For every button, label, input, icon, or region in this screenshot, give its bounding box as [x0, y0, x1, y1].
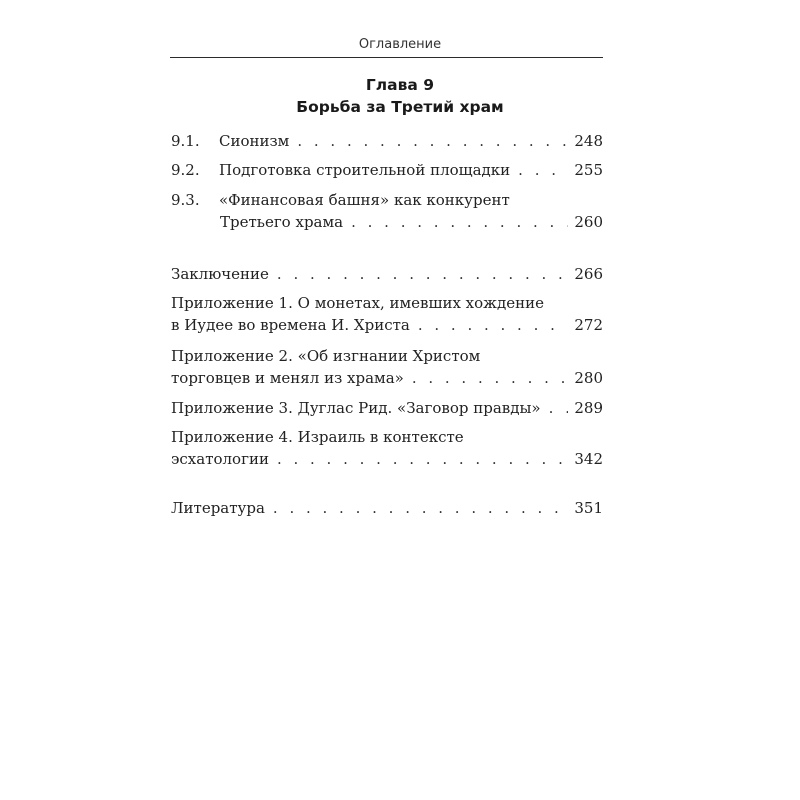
toc-entry-title-continued: Третьего храма [220, 213, 344, 231]
dot-leader [412, 367, 569, 389]
toc-page-number: 260 [574, 213, 603, 231]
dot-leader [418, 314, 569, 336]
dot-leader [351, 211, 568, 233]
chapter-label: Глава 9 [365, 76, 435, 94]
toc-entry-title: Приложение 2. «Об изгнании Христом [171, 347, 481, 365]
dot-leader [277, 263, 568, 285]
toc-entry-title-continued: эсхатологии [171, 450, 269, 468]
toc-entry-appendix-2[interactable] [171, 345, 603, 389]
toc-page-number: 248 [574, 132, 603, 150]
toc-entry-appendix-1[interactable] [171, 292, 603, 336]
toc-entry-conclusion[interactable] [171, 263, 603, 285]
toc-page-number: 255 [574, 161, 603, 179]
dot-leader [549, 397, 569, 419]
toc-entry-appendix-4[interactable] [171, 426, 603, 470]
dot-leader [277, 448, 568, 470]
toc-page-number: 289 [574, 399, 603, 417]
toc-entry-title-continued: торговцев и менял из храма» [171, 369, 404, 387]
toc-entry-title: Приложение 1. О монетах, имевших хождение [171, 294, 544, 312]
toc-entry-title: Литература [171, 499, 265, 517]
toc-page-number: 342 [574, 450, 603, 468]
toc-entry-9-3[interactable] [171, 189, 603, 233]
chapter-title: Борьба за Третий храм [296, 98, 504, 116]
toc-page-number: 351 [574, 499, 603, 517]
toc-page-number: 280 [574, 369, 603, 387]
toc-entry-number: 9.2. [171, 161, 200, 179]
dot-leader [518, 159, 568, 181]
toc-entry-number: 9.1. [171, 132, 200, 150]
toc-entry-title: 9.1. Сионизм [171, 132, 290, 150]
toc-entry-title: Приложение 4. Израиль в контексте [171, 428, 464, 446]
toc-entry-title: 9.3. «Финансовая башня» как конкурент [171, 191, 510, 209]
toc-entry-number: 9.3. [171, 191, 200, 209]
header-rule [170, 57, 603, 58]
toc-entry-title: Приложение 3. Дуглас Рид. «Заговор правды» [171, 399, 541, 417]
toc-entry-title: Заключение [171, 265, 269, 283]
toc-page-number: 266 [574, 265, 603, 283]
toc-entry-bibliography[interactable] [171, 497, 603, 519]
toc-entry-9-1[interactable] [171, 130, 603, 152]
toc-entry-title: 9.2. Подготовка строительной площадки [171, 161, 511, 179]
toc-entry-9-2[interactable] [171, 159, 603, 181]
toc-entry-appendix-3[interactable] [171, 397, 603, 419]
toc-page-number: 272 [574, 316, 603, 334]
toc-entry-title-continued: в Иудее во времена И. Христа [171, 316, 410, 334]
dot-leader [273, 497, 568, 519]
running-head: Оглавление [358, 37, 442, 52]
dot-leader [297, 130, 568, 152]
